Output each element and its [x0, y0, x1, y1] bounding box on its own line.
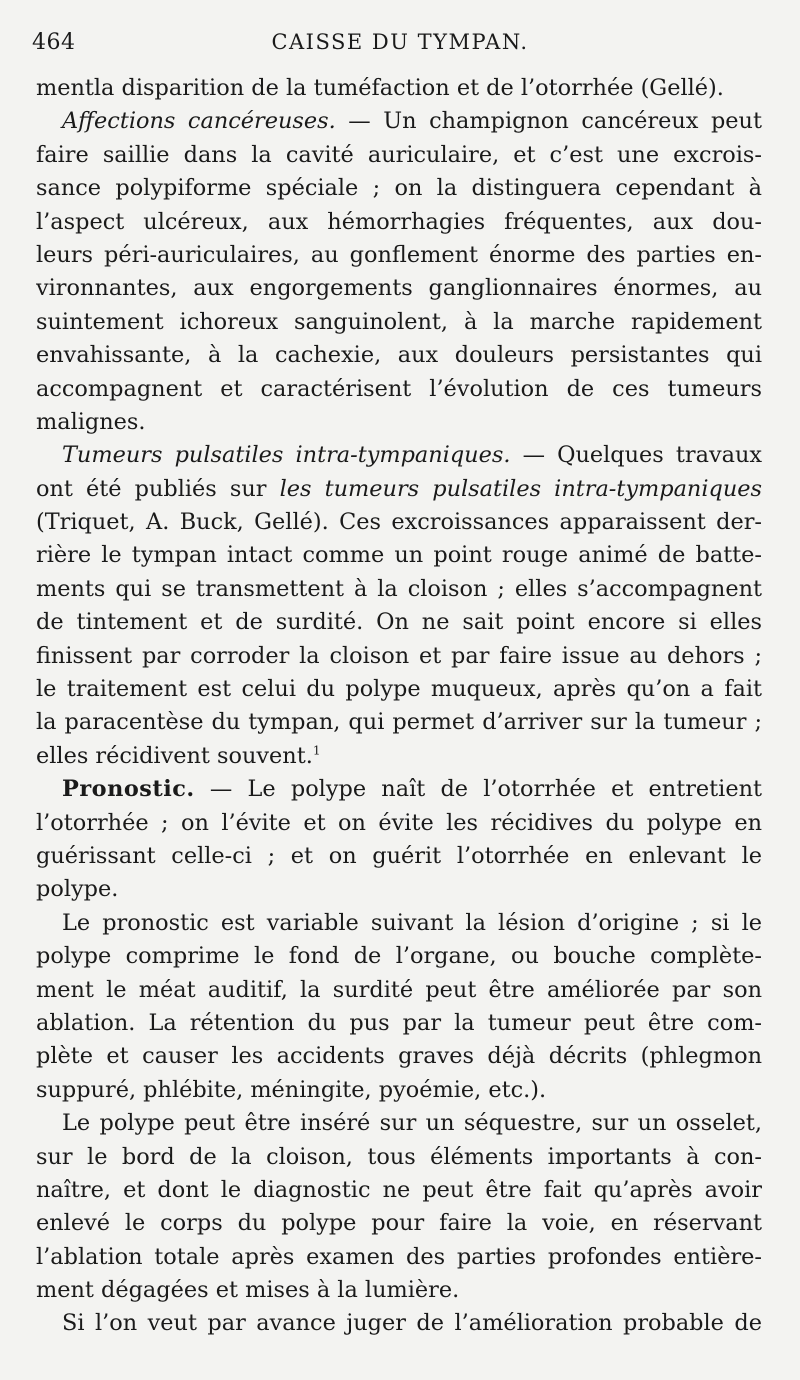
line-text: elles récidivent souvent. — [36, 742, 313, 769]
line-text: polype comprime le fond de l’organe, ou bouche complète- — [36, 943, 762, 970]
line-text: vironnantes, aux engorgements ganglionnaires énormes, au — [36, 275, 762, 302]
text-line — [36, 506, 762, 539]
line-text: Si l’on veut par avance juger de l’amélioration probable de — [62, 1310, 762, 1337]
text-line — [36, 907, 762, 940]
text-line — [36, 940, 762, 973]
text-line — [36, 172, 762, 205]
text-line — [36, 1040, 762, 1073]
section-heading: Pronostic. — [62, 776, 195, 803]
text-line — [36, 539, 762, 572]
text-line — [36, 1107, 762, 1140]
text-line — [36, 740, 762, 773]
text-line — [36, 206, 762, 239]
text-line — [36, 306, 762, 339]
line-text: (Triquet, A. Buck, Gellé). Ces excroissances apparaissent der- — [36, 509, 762, 536]
line-text: malignes. — [36, 408, 146, 435]
line-text: ment dégagées et mises à la lumière. — [36, 1277, 460, 1304]
italic-text: les tumeurs pulsatiles intra-tympaniques — [279, 475, 762, 502]
line-text: enlevé le corps du polype pour faire la voie, en réservant — [36, 1210, 762, 1237]
line-text: finissent par corroder la cloison et par faire issue au dehors ; — [36, 642, 762, 669]
page-header — [30, 30, 760, 60]
line-text: rière le tympan intact comme un point rouge animé de batte- — [36, 542, 762, 569]
line-text: envahissante, à la cachexie, aux douleurs persistantes qui — [36, 342, 762, 369]
text-line — [36, 105, 762, 138]
text-line — [36, 1241, 762, 1274]
text-line — [36, 339, 762, 372]
line-text: — Un champignon cancéreux peut — [335, 108, 762, 135]
line-text: ont été publiés sur — [36, 475, 280, 502]
line-text: sur le bord de la cloison, tous éléments importants à con- — [36, 1143, 762, 1170]
line-text: ablation. La rétention du pus par la tumeur peut être com- — [36, 1009, 762, 1036]
line-text: l’otorrhée ; on l’évite et on évite les récidives du polype en — [36, 809, 762, 836]
line-text: naître, et dont le diagnostic ne peut être fait qu’après avoir — [36, 1176, 762, 1203]
line-text: la paracentèse du tympan, qui permet d’arriver sur la tumeur ; — [36, 709, 762, 736]
text-line — [36, 873, 762, 906]
text-line — [36, 1174, 762, 1207]
text-line — [36, 606, 762, 639]
line-text: sance polypiforme spéciale ; on la distinguera cependant à — [36, 175, 762, 202]
text-line — [36, 1007, 762, 1040]
text-line — [36, 406, 762, 439]
text-line — [36, 1207, 762, 1240]
text-line — [36, 473, 762, 506]
italic-heading: Affections cancéreuses. — [62, 108, 336, 135]
text-line — [36, 773, 762, 806]
footnote-marker: 1 — [312, 743, 321, 758]
running-title: CAISSE DU TYMPAN. — [271, 30, 529, 54]
text-line — [36, 1074, 762, 1107]
text-line — [36, 72, 762, 105]
line-text: suppuré, phlébite, méningite, pyoémie, etc.). — [36, 1076, 547, 1103]
text-line — [36, 573, 762, 606]
line-text: de tintement et de surdité. On ne sait point encore si elles — [36, 609, 762, 636]
line-text: ment le méat auditif, la surdité peut être améliorée par son — [36, 976, 762, 1003]
line-text: ments qui se transmettent à la cloison ; elles s’accompagnent — [36, 575, 762, 602]
line-text: suintement ichoreux sanguinolent, à la marche rapidement — [36, 308, 762, 335]
text-line — [36, 373, 762, 406]
italic-heading: Tumeurs pulsatiles intra-tympaniques. — [62, 442, 511, 469]
line-text: guérissant celle-ci ; et on guérit l’otorrhée en enlevant le — [36, 842, 762, 869]
text-line — [36, 807, 762, 840]
text-line — [36, 840, 762, 873]
line-text: polype. — [36, 876, 119, 903]
text-line — [36, 706, 762, 739]
text-line — [36, 1274, 762, 1307]
line-text: l’aspect ulcéreux, aux hémorrhagies fréquentes, aux dou- — [36, 208, 762, 235]
line-text: — Le polype naît de l’otorrhée et entretient — [194, 776, 762, 803]
line-text: Le pronostic est variable suivant la lésion d’origine ; si le — [62, 909, 762, 936]
page-number: 464 — [32, 30, 76, 55]
line-text: mentla disparition de la tuméfaction et de l’otorrhée (Gellé). — [36, 75, 724, 101]
text-line — [36, 1307, 762, 1340]
line-text: plète et causer les accidents graves déjà décrits (phlegmon — [36, 1043, 762, 1070]
line-text: Le polype peut être inséré sur un séquestre, sur un osselet, — [62, 1110, 762, 1137]
line-text: faire saillie dans la cavité auriculaire, et c’est une excrois- — [36, 141, 762, 168]
text-line — [36, 640, 762, 673]
line-text: leurs péri-auriculaires, au gonflement énorme des parties en- — [36, 241, 762, 268]
text-line — [36, 439, 762, 472]
text-line — [36, 139, 762, 172]
line-text: accompagnent et caractérisent l’évolution de ces tumeurs — [36, 375, 762, 402]
line-text: le traitement est celui du polype muqueux, après qu’on a fait — [36, 676, 762, 703]
line-text: l’ablation totale après examen des parties profondes entière- — [36, 1243, 762, 1270]
line-text: — Quelques travaux — [510, 442, 762, 469]
body-text — [36, 72, 762, 1341]
text-line — [36, 239, 762, 272]
text-line — [36, 974, 762, 1007]
text-line — [36, 673, 762, 706]
text-line — [36, 1141, 762, 1174]
text-line — [36, 272, 762, 305]
